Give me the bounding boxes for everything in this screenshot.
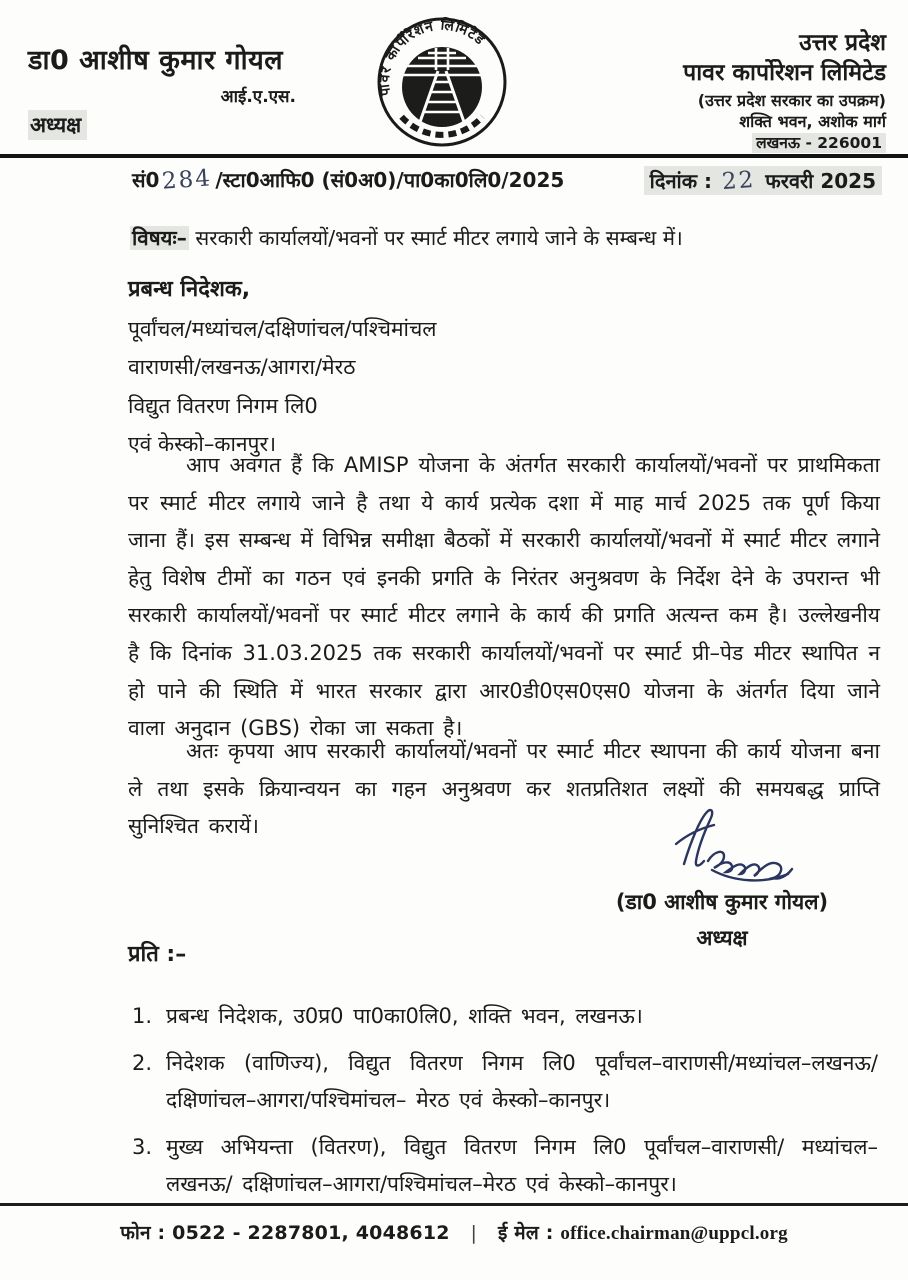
- addressee-block: [128, 271, 437, 464]
- addressee-line: विद्युत वितरण निगम लि0: [128, 393, 318, 418]
- reference-number: [132, 166, 564, 195]
- signatory-name: (डा0 आशीष कुमार गोयल): [615, 890, 829, 914]
- date-day-handwritten: 22: [721, 166, 757, 196]
- copy-list: [128, 998, 878, 1204]
- body-paragraph-2: अतः कृपया आप सरकारी कार्यालयों/भवनों पर स्मार्ट मीटर स्थापना की कार्य योजना बना ले तथा इसके क्रियान्वयन का गहन अनुश्रवण कर शतप्रतिशत लक्ष्यों की समयबद्ध प्राप्ति सुनिश्चित करायें।: [128, 739, 880, 839]
- date-month-year: फरवरी 2025: [765, 169, 876, 193]
- phone-label: फोन :: [120, 1222, 166, 1244]
- reference-suffix: /स्टा0आफि0 (सं0अ0)/पा0का0लि0/2025: [215, 168, 565, 192]
- footer-separator: |: [470, 1222, 478, 1244]
- copy-item-text: प्रबन्ध निदेशक, उ0प्र0 पा0का0लि0, शक्ति भवन, लखनऊ।: [166, 1004, 643, 1028]
- footer-contact: [0, 1219, 908, 1245]
- copies-section: [128, 938, 878, 1213]
- company-state: उत्तर प्रदेश: [799, 30, 886, 56]
- signature-scribble-icon: [656, 806, 816, 886]
- subject-line: [130, 221, 876, 255]
- uppcl-seal-icon: [371, 8, 513, 156]
- author-block: [28, 40, 300, 140]
- addressee-title: प्रबन्ध निदेशक,: [128, 277, 251, 302]
- email-address: office.chairman@uppcl.org: [560, 1223, 788, 1244]
- reference-date: [644, 166, 882, 195]
- copy-item: [128, 1129, 878, 1204]
- company-subtitle: (उत्तर प्रदेश सरकार का उपक्रम): [697, 90, 886, 110]
- uppcl-logo: [371, 8, 513, 156]
- company-name: पावर कार्पोरेशन लिमिटेड: [683, 60, 886, 87]
- company-city-pin: लखनऊ - 226001: [752, 133, 886, 153]
- author-name: डा0 आशीष कुमार गोयल: [28, 45, 284, 76]
- header-rule: [0, 154, 908, 158]
- reference-number-handwritten: 284: [161, 165, 214, 195]
- copy-item-number: 1.: [132, 1004, 153, 1028]
- copy-item: [128, 998, 878, 1036]
- author-cadre: आई.ए.एस.: [220, 87, 296, 107]
- addressee-line: एवं केस्को–कानपुर।: [128, 432, 277, 456]
- author-post: अध्यक्ष: [28, 110, 87, 140]
- copy-item: [128, 1045, 878, 1120]
- copy-item-text: मुख्य अभियन्ता (वितरण), विद्युत वितरण निगम लि0 पूर्वांचल–वाराणसी/ मध्यांचल–लखनऊ/ दक्षिणांचल–आगरा/पश्चिमांचल–मेरठ एवं केस्को–कानपुर।: [166, 1134, 878, 1196]
- email-label: ई मेल :: [497, 1222, 554, 1244]
- logo-arc-text: पावर कार्पोरेशन लिमिटेड: [376, 17, 488, 97]
- footer-rule: [0, 1203, 908, 1206]
- reference-prefix: सं0: [132, 168, 160, 192]
- reference-line: [132, 166, 882, 195]
- signature-block: [598, 806, 846, 952]
- phone-number: 0522 - 2287801, 4048612: [172, 1222, 450, 1244]
- copies-label: प्रति :–: [128, 942, 187, 967]
- company-block: [683, 28, 886, 153]
- addressee-line: वाराणसी/लखनऊ/आगरा/मेरठ: [128, 355, 356, 379]
- date-label: दिनांक :: [649, 169, 713, 193]
- signatory-post: अध्यक्ष: [696, 926, 748, 950]
- company-address: शक्ति भवन, अशोक मार्ग: [739, 111, 886, 131]
- subject-label: विषयः–: [132, 226, 187, 250]
- copy-item-number: 3.: [132, 1134, 153, 1159]
- copy-item-number: 2.: [132, 1050, 153, 1075]
- addressee-line: पूर्वांचल/मध्यांचल/दक्षिणांचल/पश्चिमांचल: [128, 316, 437, 341]
- body-paragraph-1: आप अवगत हैं कि AMISP योजना के अंतर्गत सरकारी कार्यालयों/भवनों पर प्राथमिकता पर स्मार्ट मीटर लगाये जाने है तथा ये कार्य प्रत्येक दशा में माह मार्च 2025 तक पूर्ण किया जाना हैं। इस सम्बन्ध में विभिन्न समीक्षा बैठकों में सरकारी कार्यालयों/भवनों में स्मार्ट मीटर लगाने हेतु विशेष टीमों का गठन एवं इनकी प्रगति के निरंतर अनुश्रवण के निर्देश देने के उपरान्त भी सरकारी कार्यालयों/भवनों पर स्मार्ट मीटर लगाने के कार्य की प्रगति अत्यन्त कम है। उल्लेखनीय है कि दिनांक 31.03.2025 तक सरकारी कार्यालयों/भवनों पर स्मार्ट प्री–पेड मीटर स्थापित न हो पाने की स्थिति में भारत सरकार द्वारा आर0डी0एस0एस0 योजना के अंतर्गत दिया जाने वाला अनुदान (GBS) रोका जा सकता है।: [128, 453, 880, 741]
- copy-item-text: निदेशक (वाणिज्य), विद्युत वितरण निगम लि0 पूर्वांचल–वाराणसी/मध्यांचल–लखनऊ/ दक्षिणांचल–आगरा/पश्चिमांचल– मेरठ एवं केस्को–कानपुर।: [166, 1050, 878, 1112]
- subject-text: सरकारी कार्यालयों/भवनों पर स्मार्ट मीटर लगाये जाने के सम्बन्ध में।: [195, 226, 683, 250]
